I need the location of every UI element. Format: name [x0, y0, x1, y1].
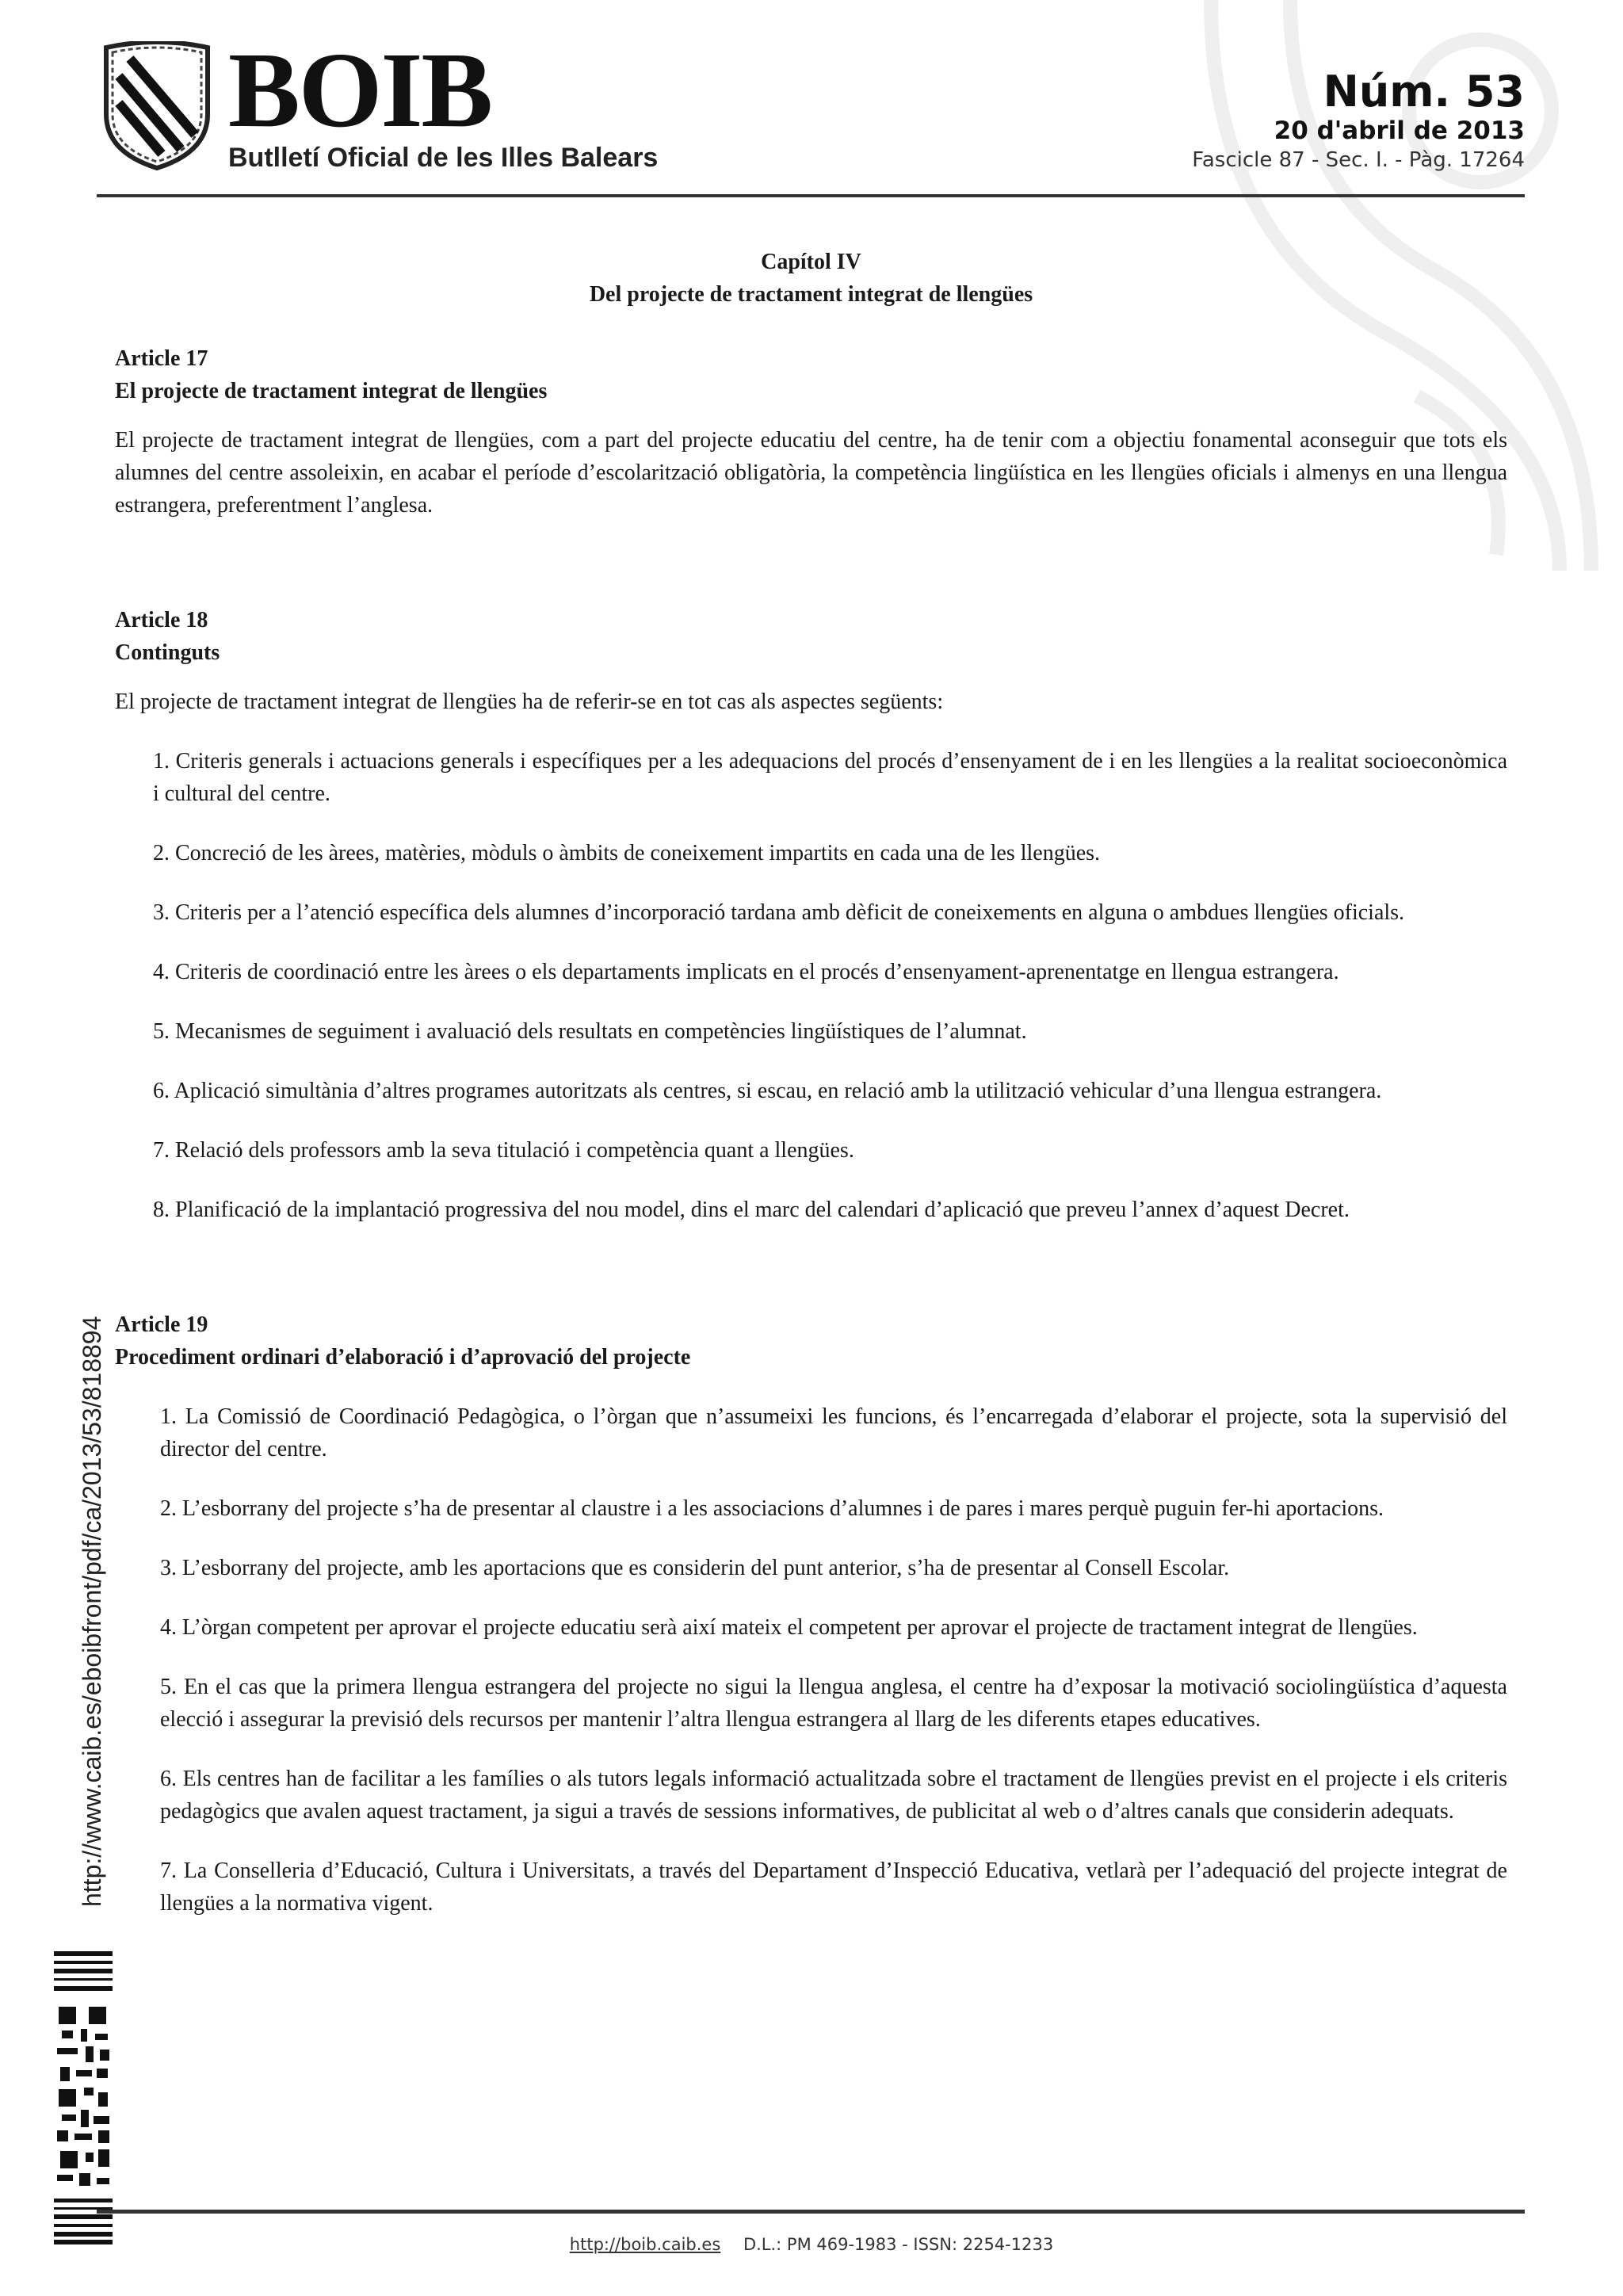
- list-item: 7. Relació dels professors amb la seva titulació i competència quant a llengües.: [153, 1138, 854, 1163]
- list-item: 6. Aplicació simultània d’altres programes autoritzats als centres, si escau, en relació amb la utilització vehicular d’una llengua estrangera.: [153, 1079, 1382, 1103]
- header-divider: [97, 194, 1525, 197]
- footer-link[interactable]: http://boib.caib.es: [569, 2235, 721, 2254]
- chapter-title: Capítol IV: [761, 250, 861, 274]
- issue-number: Núm. 53: [1323, 67, 1525, 117]
- list-item: 7. La Conselleria d’Educació, Cultura i Universitats, a través del Departament d’Inspecció Educativa, vetlarà per l’adequació del projecte integrat de llengües a la normativa vigent.: [160, 1859, 1507, 1916]
- coat-of-arms-icon: [98, 41, 216, 171]
- footer-legal: D.L.: PM 469-1983 - ISSN: 2254-1233: [743, 2235, 1054, 2254]
- list-item: 1. La Comissió de Coordinació Pedagògica, o l’òrgan que n’assumeixi les funcions, és l’encarregada d’elaborar el projecte, sota la supervisió del director del centre.: [160, 1404, 1507, 1461]
- document-body: [115, 246, 1507, 1920]
- footer-divider: [97, 2210, 1525, 2214]
- article-title: El projecte de tractament integrat de llengües: [115, 379, 548, 403]
- issue-date: 20 d'abril de 2013: [1274, 116, 1525, 145]
- chapter-subtitle: Del projecte de tractament integrat de llengües: [589, 282, 1033, 307]
- list-item: 3. L’esborrany del projecte, amb les aportacions que es considerin del punt anterior, s’ha de presentar al Consell Escolar.: [160, 1556, 1230, 1580]
- article-number: Article 19: [115, 1312, 208, 1337]
- article-title: Continguts: [115, 640, 220, 665]
- article-17: [115, 342, 1507, 521]
- boib-logo: [95, 31, 666, 184]
- article-19: [115, 1308, 1507, 1920]
- list-item: 3. Criteris per a l’atenció específica dels alumnes d’incorporació tardana amb dèficit de coneixements en alguna o ambdues llengües oficials.: [153, 900, 1405, 925]
- logo-wordmark: BOIB: [228, 31, 492, 150]
- list-item: 6. Els centres han de facilitar a les famílies o als tutors legals informació actualitzada sobre el tractament de llengües previst en el projecte i els criteris pedagògics que avalen aquest tractament, ja sigui a través de sessions informatives, de publicitat al web o d’altres canals que considerin adequats.: [160, 1767, 1507, 1824]
- issue-fascicle: Fascicle 87 - Sec. I. - Pàg. 17264: [1192, 147, 1525, 172]
- article-paragraph: El projecte de tractament integrat de llengües ha de referir-se en tot cas als aspectes següents:: [115, 690, 944, 714]
- side-document-url[interactable]: http://www.caib.es/eboibfront/pdf/ca/2013/53/818894: [78, 1316, 106, 1907]
- list-item: 8. Planificació de la implantació progressiva del nou model, dins el marc del calendari d’aplicació que preveu l’annex d’aquest Decret.: [153, 1198, 1350, 1222]
- qr-code-icon: [54, 1951, 113, 2244]
- list-item: 5. Mecanismes de seguiment i avaluació dels resultats en competències lingüístiques de l’alumnat.: [153, 1019, 1027, 1044]
- article-number: Article 17: [115, 346, 208, 371]
- issue-info: [1192, 67, 1525, 174]
- logo-subtitle: Butlletí Oficial de les Illes Balears: [228, 143, 659, 173]
- list-item: 4. L’òrgan competent per aprovar el projecte educatiu serà així mateix el competent per aprovar el projecte de tractament integrat de llengües.: [160, 1615, 1418, 1640]
- list-item: 4. Criteris de coordinació entre les àrees o els departaments implicats en el procés d’ensenyament-aprenentatge en llengua estrangera.: [153, 960, 1339, 984]
- list-item: 2. L’esborrany del projecte s’ha de presentar al claustre i a les associacions d’alumnes i de pares i mares perquè puguin fer-hi aportacions.: [160, 1496, 1384, 1521]
- article-number: Article 18: [115, 608, 208, 632]
- list-item: 2. Concreció de les àrees, matèries, mòduls o àmbits de coneixement impartits en cada una de les llengües.: [153, 841, 1101, 865]
- list-item: 1. Criteris generals i actuacions generals i específiques per a les adequacions del procés d’ensenyament de i en les llengües a la realitat socioeconòmica i cultural del centre.: [153, 749, 1507, 806]
- article-18: [115, 604, 1507, 1226]
- page-footer: [0, 2235, 1623, 2254]
- article-paragraph: El projecte de tractament integrat de llengües, com a part del projecte educatiu del centre, ha de tenir com a objectiu fonamental aconseguir que tots els alumnes del centre assoleixin, en acabar el període d’escolarització obligatòria, la competència lingüística en les llengües oficials i almenys en una llengua estrangera, preferentment l’anglesa.: [115, 428, 1507, 518]
- list-item: 5. En el cas que la primera llengua estrangera del projecte no sigui la llengua anglesa, el centre ha d’exposar la motivació sociolingüística d’aquesta elecció i assegurar la previsió dels recursos per mantenir l’altra llengua estrangera al llarg de les diferents etapes educatives.: [160, 1675, 1507, 1732]
- article-title: Procediment ordinari d’elaboració i d’aprovació del projecte: [115, 1345, 691, 1370]
